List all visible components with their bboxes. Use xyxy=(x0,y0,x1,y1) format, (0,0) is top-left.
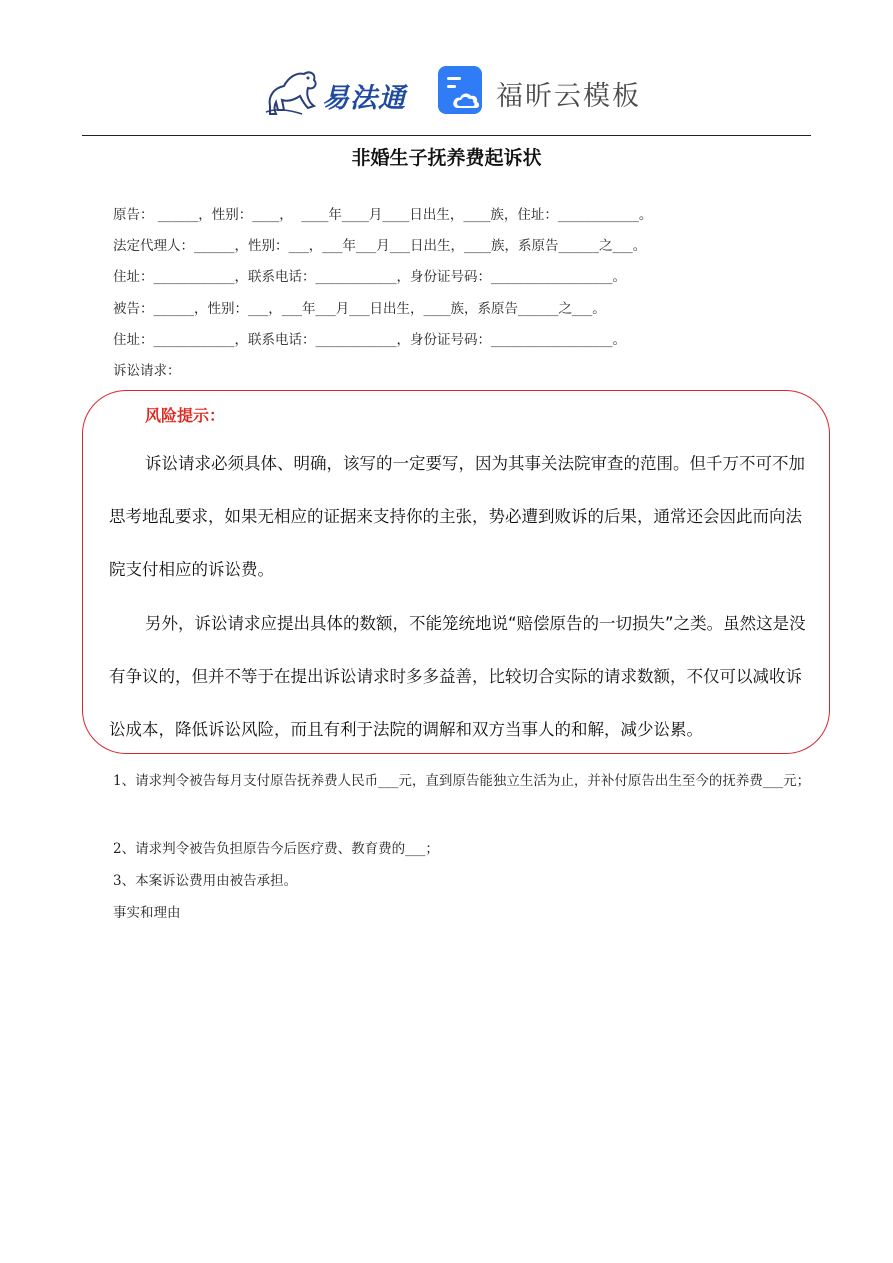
defendant-address-line: 住址：____________，联系电话：____________，身份证号码：__________________。 xyxy=(113,332,626,348)
yifatong-logo xyxy=(262,62,414,118)
legal-representative-line: 法定代理人：______，性别：___，___年___月___日出生，____族，系原告______之___。 xyxy=(113,238,647,254)
cloud-document-icon xyxy=(436,64,488,120)
representative-address-line: 住址：____________，联系电话：____________，身份证号码：__________________。 xyxy=(113,269,626,285)
risk-notice-box xyxy=(82,390,830,754)
request-item: 2、请求判令被告负担原告今后医疗费、教育费的___； xyxy=(113,841,439,857)
facts-heading: 事实和理由 xyxy=(113,905,181,921)
claims-heading: 诉讼请求： xyxy=(113,363,181,379)
qilin-icon xyxy=(262,62,322,118)
defendant-line: 被告：______，性别：___，___年___月___日出生，____族，系原告______之___。 xyxy=(113,301,606,317)
risk-notice-paragraph: 诉讼请求必须具体、明确，该写的一定要写，因为其事关法院审查的范围。但千万不可不加思考地乱要求，如果无相应的证据来支持你的主张，势必遭到败诉的后果，通常还会因此而向法院支付相应的诉讼费。 xyxy=(109,454,805,579)
yifatong-logo-text: 易法通 xyxy=(322,83,406,114)
request-item: 3、本案诉讼费用由被告承担。 xyxy=(113,873,298,889)
plaintiff-line: 原告： ______，性别：____， ____年____月____日出生，____族，住址：____________。 xyxy=(113,207,653,223)
request-item: 1、请求判令被告每月支付原告抚养费人民币___元，直到原告能独立生活为止，并补付原告出生至今的抚养费___元； xyxy=(113,773,811,789)
foxit-template-logo-text: 福昕云模板 xyxy=(496,81,641,112)
foxit-template-logo xyxy=(436,64,656,120)
risk-notice-paragraph: 另外，诉讼请求应提出具体的数额，不能笼统地说“赔偿原告的一切损失”之类。虽然这是没有争议的，但并不等于在提出诉讼请求时多多益善，比较切合实际的请求数额，不仅可以减收诉讼成本，降低诉讼风险，而且有利于法院的调解和双方当事人的和解，减少讼累。 xyxy=(109,614,806,739)
document-title: 非婚生子抚养费起诉状 xyxy=(351,147,542,169)
risk-notice-title: 风险提示： xyxy=(145,406,226,425)
header xyxy=(0,58,893,122)
header-divider xyxy=(82,135,811,136)
